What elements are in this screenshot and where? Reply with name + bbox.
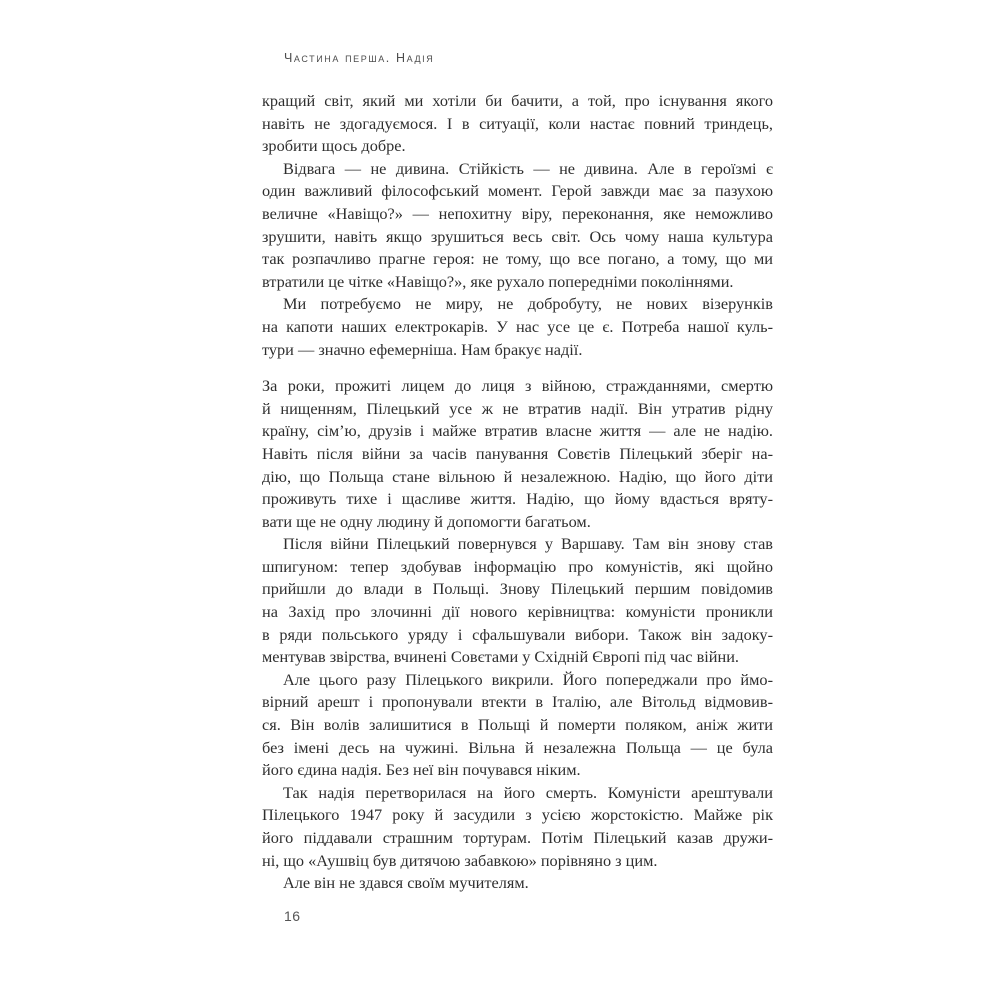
text-line: його піддавали страшним тортурам. Потім Пілецький казав дружи- xyxy=(262,828,773,847)
text-line: тури — значно ефемерніша. Нам бракує надії. xyxy=(262,339,583,359)
text-line: країну, сім’ю, друзів і майже втратив власне життя — але не надію. xyxy=(262,421,773,441)
text-line: ні, що «Аушвіц був дитячою забавкою» порівняно з цим. xyxy=(262,850,658,870)
text-line: величне «Навіщо?» — непохитну віру, переконання, яке неможливо xyxy=(262,203,773,223)
text-line: на капоти наших електрокарів. У нас усе це є. Потреба нашої куль- xyxy=(262,316,773,336)
text-line: Ми потребуємо не миру, не добробуту, не нових візерунків xyxy=(283,294,773,314)
paragraph xyxy=(262,158,773,294)
text-line: дію, що Польща стане вільною й незалежною. Надію, що його діти xyxy=(262,466,773,486)
text-line: його єдина надія. Без неї він почувався ніким. xyxy=(262,760,581,780)
text-line: зрушити, навіть якщо зрушиться весь світ. Ось чому наша культура xyxy=(262,226,773,246)
text-line: Після війни Пілецький повернувся у Варшаву. Там він знову став xyxy=(283,534,773,554)
text-line: зробити щось добре. xyxy=(262,136,406,156)
text-line: ся. Він волів залишитися в Польщі й померти поляком, аніж жити xyxy=(262,715,773,735)
text-block xyxy=(262,90,773,895)
text-line: Але цього разу Пілецького викрили. Його попереджали про ймо- xyxy=(283,669,773,689)
text-line: навіть не здогадуємося. І в ситуації, коли настає повний триндець, xyxy=(262,113,773,133)
text-line: шпигуном: тепер здобував інформацію про комуністів, які щойно xyxy=(262,556,773,576)
text-line: без імені десь на чужині. Вільна й незалежна Польща — це була xyxy=(262,737,773,757)
text-line: Відвага — не дивина. Стійкість — не дивина. Але в героїзмі є xyxy=(283,158,773,178)
text-line: й нищенням, Пілецький усе ж не втратив надії. Він утратив рідну xyxy=(262,398,773,418)
text-line: проживуть тихе і щасливе життя. Надію, що йому вдасться вряту- xyxy=(262,489,773,509)
text-line: один важливий філософський момент. Герой завжди має за пазухою xyxy=(262,181,773,201)
text-line: вірний арешт і пропонували втекти в Італію, але Вітольд відмовив- xyxy=(262,692,773,712)
paragraph xyxy=(262,293,773,361)
paragraph xyxy=(262,90,773,158)
paragraph xyxy=(262,669,773,782)
text-line: Пілецького 1947 року й засудили з усією жорстокістю. Майже рік xyxy=(262,805,773,825)
text-line: втратили це чітке «Навіщо?», яке рухало попередніми поколіннями. xyxy=(262,271,734,291)
paragraph xyxy=(262,872,773,895)
text-line: в ряди польського уряду і сфальшували вибори. Також він задоку- xyxy=(262,624,773,644)
text-line: За роки, прожиті лицем до лиця з війною, стражданнями, смертю xyxy=(262,376,773,396)
paragraph xyxy=(262,375,773,533)
text-line: прийшли до влади в Польщі. Знову Пілецький першим повідомив xyxy=(262,579,773,599)
text-line: Так надія перетворилася на його смерть. Комуністи арештували xyxy=(283,782,773,802)
text-line: на Захід про злочинні дії нового керівництва: комуністи проникли xyxy=(262,602,773,622)
text-line: Навіть після війни за часів панування Совєтів Пілецький зберіг на- xyxy=(262,443,773,463)
text-line: кращий світ, який ми хотіли би бачити, а той, про існування якого xyxy=(262,91,773,110)
page-number: 16 xyxy=(284,908,301,924)
running-header: Частина перша. Надія xyxy=(284,51,435,65)
paragraph xyxy=(262,782,773,872)
paragraph xyxy=(262,533,773,669)
text-line: вати ще не одну людину й допомогти багатьом. xyxy=(262,511,591,531)
text-line: так розпачливо прагне героя: не тому, що все погано, а тому, що ми xyxy=(262,249,773,269)
text-line: ментував звірства, вчинені Совєтами у Східній Європі під час війни. xyxy=(262,647,740,667)
text-line: Але він не здався своїм мучителям. xyxy=(283,873,529,893)
